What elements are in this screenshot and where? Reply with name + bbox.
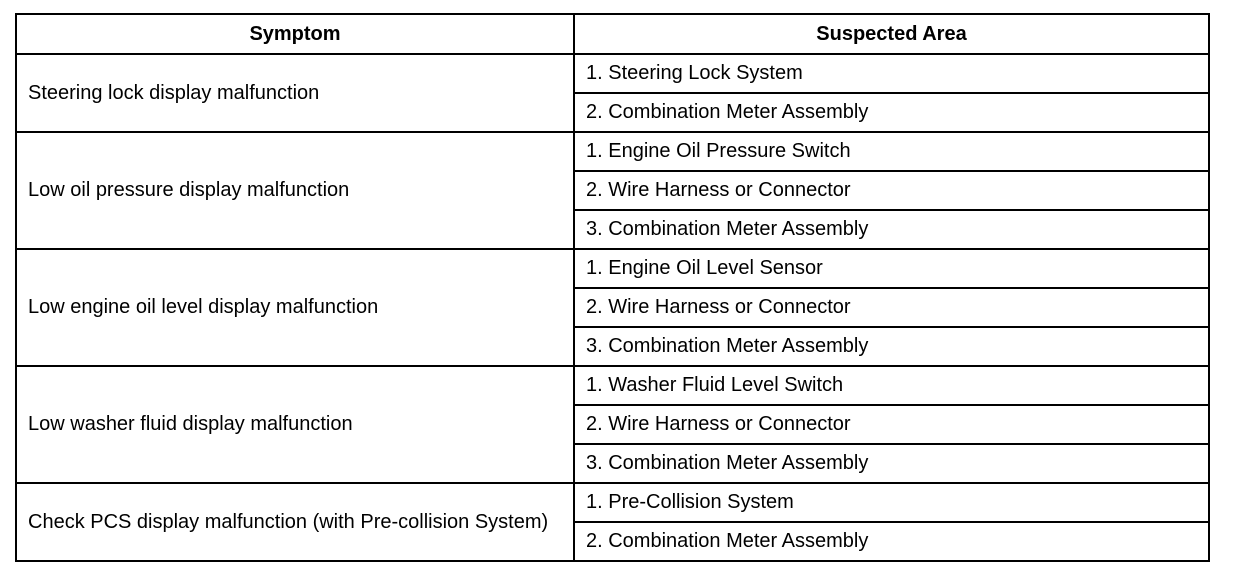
suspected-area-cell: 2. Wire Harness or Connector <box>574 171 1209 210</box>
suspected-area-cell: 2. Combination Meter Assembly <box>574 93 1209 132</box>
suspected-area-cell: 2. Wire Harness or Connector <box>574 405 1209 444</box>
table-row <box>16 249 1209 288</box>
suspected-area-cell: 3. Combination Meter Assembly <box>574 327 1209 366</box>
symptom-table <box>15 13 1210 562</box>
suspected-area-cell: 2. Wire Harness or Connector <box>574 288 1209 327</box>
symptom-cell: Low oil pressure display malfunction <box>16 132 574 249</box>
table-row <box>16 54 1209 93</box>
suspected-area-cell: 1. Steering Lock System <box>574 54 1209 93</box>
table-header-row <box>16 14 1209 54</box>
suspected-area-cell: 2. Combination Meter Assembly <box>574 522 1209 561</box>
symptom-cell: Low washer fluid display malfunction <box>16 366 574 483</box>
table-row <box>16 366 1209 405</box>
suspected-area-cell: 1. Washer Fluid Level Switch <box>574 366 1209 405</box>
symptom-cell: Low engine oil level display malfunction <box>16 249 574 366</box>
header-suspected-area: Suspected Area <box>574 14 1209 54</box>
symptom-cell: Steering lock display malfunction <box>16 54 574 132</box>
table-row <box>16 132 1209 171</box>
suspected-area-cell: 1. Engine Oil Pressure Switch <box>574 132 1209 171</box>
suspected-area-cell: 1. Engine Oil Level Sensor <box>574 249 1209 288</box>
header-symptom: Symptom <box>16 14 574 54</box>
suspected-area-cell: 3. Combination Meter Assembly <box>574 444 1209 483</box>
suspected-area-cell: 1. Pre-Collision System <box>574 483 1209 522</box>
table-row <box>16 483 1209 522</box>
symptom-cell: Check PCS display malfunction (with Pre-collision System) <box>16 483 574 561</box>
suspected-area-cell: 3. Combination Meter Assembly <box>574 210 1209 249</box>
